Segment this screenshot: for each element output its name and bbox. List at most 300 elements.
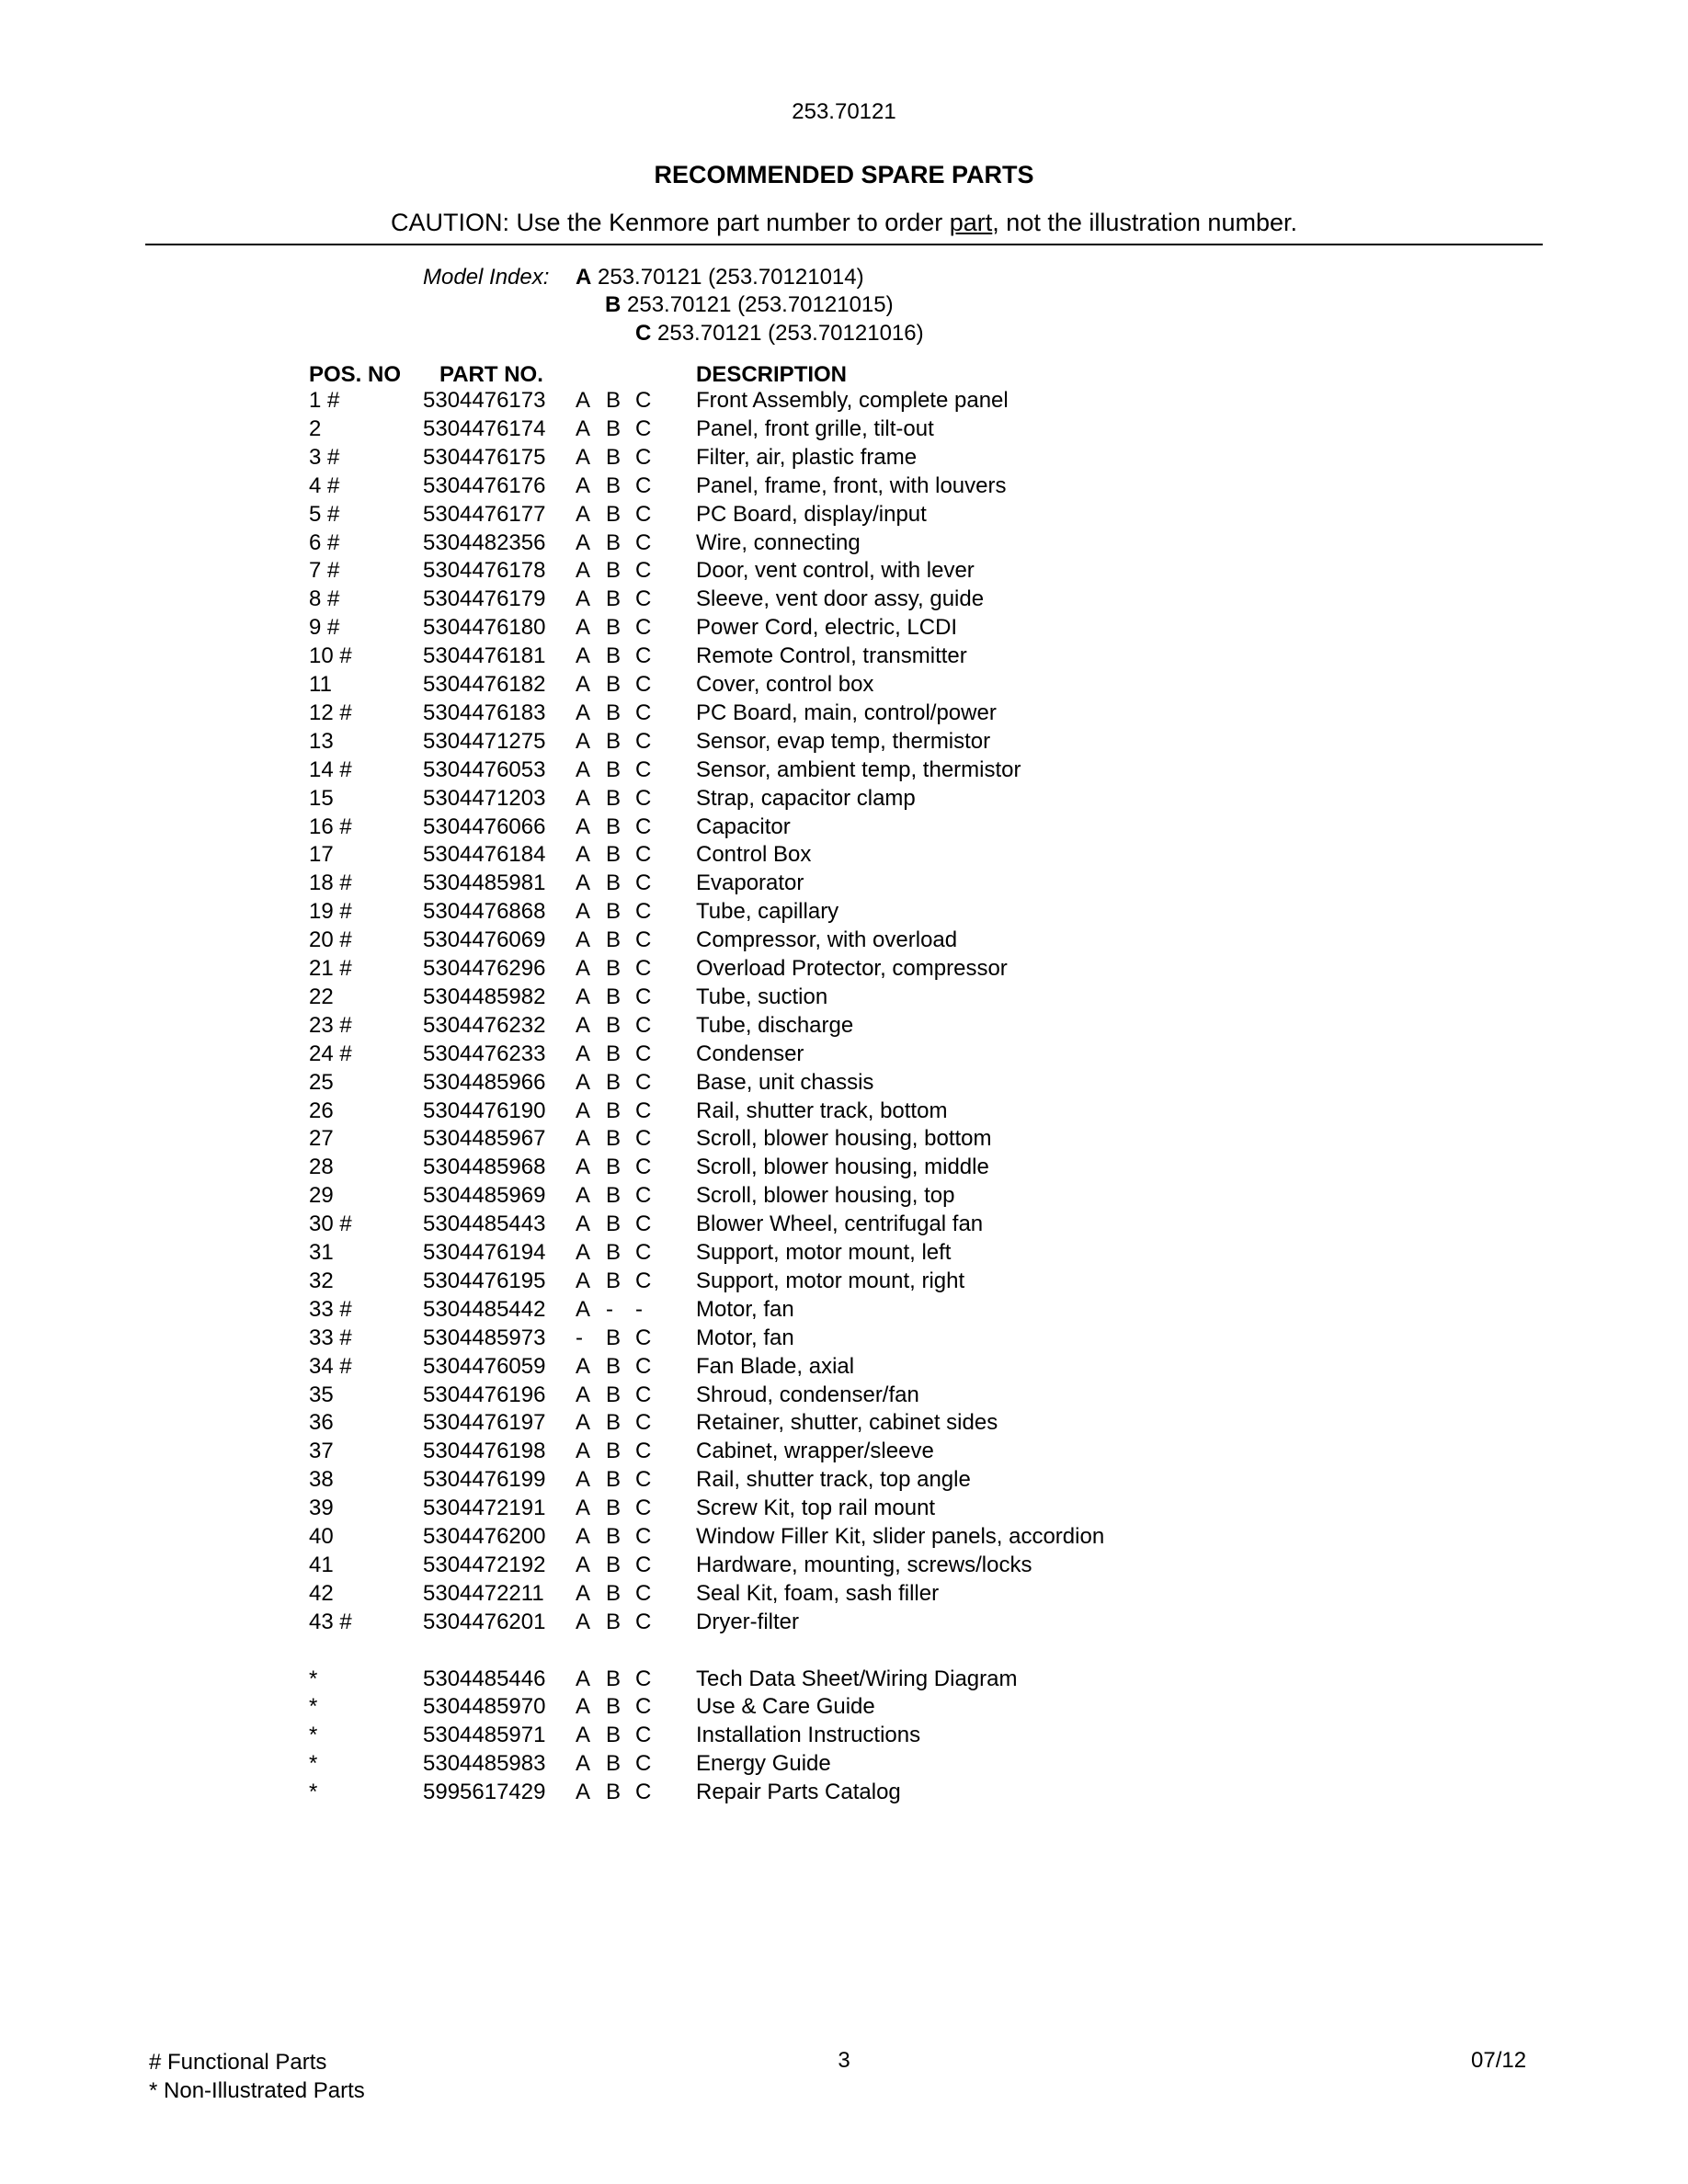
cell-part: 5304485966 xyxy=(423,1069,546,1095)
cell-pos: 39 xyxy=(309,1496,334,1521)
table-row xyxy=(0,1183,1688,1211)
cell-part: 5304476180 xyxy=(423,615,546,641)
cell-part: 5995617429 xyxy=(423,1780,546,1805)
model-index-text: 253.70121 (253.70121015) xyxy=(627,292,894,317)
cell-part: 5304476173 xyxy=(423,388,546,413)
cell-c: C xyxy=(635,1780,652,1805)
table-row xyxy=(0,445,1688,473)
cell-part: 5304476201 xyxy=(423,1609,546,1634)
cell-a: A xyxy=(576,1268,591,1293)
cell-a: A xyxy=(576,1496,591,1521)
table-row xyxy=(0,842,1688,870)
table-row xyxy=(0,1211,1688,1240)
cell-pos: 16 # xyxy=(309,813,352,839)
cell-c: C xyxy=(635,586,652,612)
cell-a: A xyxy=(576,1410,591,1436)
cell-a: A xyxy=(576,1240,591,1265)
cell-pos: 20 # xyxy=(309,927,352,953)
cell-desc: Scroll, blower housing, middle xyxy=(696,1155,989,1180)
cell-part: 5304476197 xyxy=(423,1410,546,1436)
table-row xyxy=(0,643,1688,672)
cell-desc: Evaporator xyxy=(696,870,804,896)
cell-c: C xyxy=(635,1268,652,1293)
cell-part: 5304485982 xyxy=(423,984,546,1009)
cell-b: B xyxy=(606,558,622,584)
cell-a: A xyxy=(576,586,591,612)
model-index-letter: C xyxy=(635,321,652,346)
cell-c: C xyxy=(635,899,652,925)
cell-desc: Tech Data Sheet/Wiring Diagram xyxy=(696,1666,1018,1691)
cell-a: A xyxy=(576,501,591,527)
cell-pos: 43 # xyxy=(309,1609,352,1634)
cell-pos: 42 xyxy=(309,1580,334,1606)
cell-pos: * xyxy=(309,1723,318,1748)
cell-c: C xyxy=(635,785,652,811)
table-row xyxy=(0,1581,1688,1610)
cell-desc: Power Cord, electric, LCDI xyxy=(696,615,958,641)
table-row xyxy=(0,672,1688,700)
cell-b: B xyxy=(606,700,622,725)
cell-a: A xyxy=(576,672,591,697)
cell-c: C xyxy=(635,842,652,868)
cell-part: 5304476184 xyxy=(423,842,546,868)
table-row xyxy=(0,927,1688,956)
cell-pos: 25 xyxy=(309,1069,334,1095)
cell-c: C xyxy=(635,615,652,641)
cell-a: A xyxy=(576,1467,591,1493)
cell-b: B xyxy=(606,1069,622,1095)
cell-desc: Screw Kit, top rail mount xyxy=(696,1496,936,1521)
caution-suffix: , not the illustration number. xyxy=(992,209,1297,236)
table-row xyxy=(0,1098,1688,1127)
cell-c: C xyxy=(635,756,652,782)
cell-desc: Seal Kit, foam, sash filler xyxy=(696,1580,940,1606)
cell-pos: 3 # xyxy=(309,444,340,470)
cell-c: C xyxy=(635,1240,652,1265)
cell-part: 5304476175 xyxy=(423,444,546,470)
cell-b: B xyxy=(606,444,622,470)
table-row xyxy=(0,1354,1688,1382)
cell-a: A xyxy=(576,1780,591,1805)
cell-desc: Rail, shutter track, bottom xyxy=(696,1098,948,1123)
cell-part: 5304476194 xyxy=(423,1240,546,1265)
cell-a: A xyxy=(576,1439,591,1464)
cell-part: 5304476181 xyxy=(423,643,546,669)
cell-desc: Sensor, ambient temp, thermistor xyxy=(696,756,1021,782)
cell-pos: 2 xyxy=(309,415,322,441)
table-row xyxy=(0,1155,1688,1183)
cell-b: B xyxy=(606,1382,622,1407)
cell-pos: 29 xyxy=(309,1183,334,1209)
cell-desc: Panel, front grille, tilt-out xyxy=(696,415,934,441)
cell-c: C xyxy=(635,927,652,953)
cell-b: B xyxy=(606,1609,622,1634)
cell-part: 5304476196 xyxy=(423,1382,546,1407)
cell-pos: 23 # xyxy=(309,1012,352,1038)
cell-a: A xyxy=(576,1069,591,1095)
cell-pos: 18 # xyxy=(309,870,352,896)
table-row xyxy=(0,1553,1688,1581)
cell-a: A xyxy=(576,1012,591,1038)
non-illustrated-row xyxy=(0,1751,1688,1780)
cell-pos: 40 xyxy=(309,1524,334,1549)
cell-a: A xyxy=(576,1098,591,1123)
cell-part: 5304485968 xyxy=(423,1155,546,1180)
cell-desc: Shroud, condenser/fan xyxy=(696,1382,919,1407)
cell-c: C xyxy=(635,672,652,697)
cell-c: C xyxy=(635,1609,652,1634)
cell-a: A xyxy=(576,1126,591,1152)
cell-part: 5304472211 xyxy=(423,1580,544,1606)
cell-b: B xyxy=(606,1240,622,1265)
cell-a: A xyxy=(576,842,591,868)
cell-b: B xyxy=(606,672,622,697)
cell-part: 5304476182 xyxy=(423,672,546,697)
page-title: RECOMMENDED SPARE PARTS xyxy=(654,161,1034,188)
cell-c: C xyxy=(635,472,652,498)
cell-b: B xyxy=(606,1325,622,1350)
table-row xyxy=(0,899,1688,927)
cell-c: C xyxy=(635,1126,652,1152)
cell-desc: Motor, fan xyxy=(696,1296,794,1322)
cell-desc: Tube, suction xyxy=(696,984,828,1009)
table-row xyxy=(0,1382,1688,1411)
cell-part: 5304476199 xyxy=(423,1467,546,1493)
non-illustrated-row xyxy=(0,1723,1688,1751)
cell-desc: Cabinet, wrapper/sleeve xyxy=(696,1439,934,1464)
cell-c: C xyxy=(635,1552,652,1577)
cell-a: A xyxy=(576,1382,591,1407)
cell-b: B xyxy=(606,415,622,441)
cell-b: B xyxy=(606,1155,622,1180)
cell-a: A xyxy=(576,1694,591,1720)
cell-pos: * xyxy=(309,1751,318,1777)
cell-a: A xyxy=(576,529,591,555)
cell-b: B xyxy=(606,1496,622,1521)
table-row xyxy=(0,1268,1688,1297)
cell-desc: Overload Protector, compressor xyxy=(696,956,1008,981)
cell-pos: 14 # xyxy=(309,756,352,782)
model-index-letter: B xyxy=(605,292,622,317)
cell-part: 5304482356 xyxy=(423,529,546,555)
cell-desc: PC Board, main, control/power xyxy=(696,700,997,725)
cell-part: 5304476868 xyxy=(423,899,546,925)
footer-date: 07/12 xyxy=(1471,2048,1527,2073)
cell-a: A xyxy=(576,1580,591,1606)
cell-part: 5304485973 xyxy=(423,1325,546,1350)
cell-pos: 31 xyxy=(309,1240,334,1265)
cell-part: 5304476183 xyxy=(423,700,546,725)
cell-desc: Condenser xyxy=(696,1041,804,1066)
caution-note xyxy=(0,209,1688,237)
cell-desc: Filter, air, plastic frame xyxy=(696,444,918,470)
table-row xyxy=(0,984,1688,1013)
cell-c: C xyxy=(635,529,652,555)
cell-a: A xyxy=(576,1155,591,1180)
cell-pos: 10 # xyxy=(309,643,352,669)
cell-part: 5304476174 xyxy=(423,415,546,441)
cell-desc: Window Filler Kit, slider panels, accordion xyxy=(696,1524,1105,1549)
cell-pos: 7 # xyxy=(309,558,340,584)
cell-c: C xyxy=(635,1041,652,1066)
cell-a: A xyxy=(576,1041,591,1066)
cell-b: B xyxy=(606,1012,622,1038)
cell-desc: Motor, fan xyxy=(696,1325,794,1350)
cell-c: C xyxy=(635,1098,652,1123)
cell-desc: Use & Care Guide xyxy=(696,1694,875,1720)
cell-desc: Hardware, mounting, screws/locks xyxy=(696,1552,1032,1577)
table-row xyxy=(0,1496,1688,1524)
cell-a: A xyxy=(576,1296,591,1322)
cell-b: B xyxy=(606,1098,622,1123)
cell-b: B xyxy=(606,842,622,868)
cell-a: A xyxy=(576,870,591,896)
cell-b: B xyxy=(606,1268,622,1293)
cell-b: B xyxy=(606,1211,622,1237)
cell-desc: Base, unit chassis xyxy=(696,1069,874,1095)
cell-b: B xyxy=(606,1666,622,1691)
column-header-description: DESCRIPTION xyxy=(696,362,848,387)
cell-desc: Fan Blade, axial xyxy=(696,1353,855,1379)
cell-a: A xyxy=(576,927,591,953)
table-row xyxy=(0,1467,1688,1496)
cell-part: 5304472191 xyxy=(423,1496,546,1521)
cell-a: A xyxy=(576,1183,591,1209)
cell-b: B xyxy=(606,728,622,754)
cell-c: C xyxy=(635,1211,652,1237)
cell-desc: Compressor, with overload xyxy=(696,927,958,953)
cell-part: 5304476069 xyxy=(423,927,546,953)
cell-b: B xyxy=(606,1439,622,1464)
cell-a: A xyxy=(576,643,591,669)
cell-c: C xyxy=(635,1410,652,1436)
cell-b: B xyxy=(606,615,622,641)
cell-c: C xyxy=(635,1496,652,1521)
table-row xyxy=(0,586,1688,615)
cell-b: B xyxy=(606,1694,622,1720)
cell-part: 5304472192 xyxy=(423,1552,546,1577)
table-row xyxy=(0,502,1688,530)
cell-pos: 6 # xyxy=(309,529,340,555)
cell-part: 5304485967 xyxy=(423,1126,546,1152)
cell-b: B xyxy=(606,501,622,527)
cell-desc: Retainer, shutter, cabinet sides xyxy=(696,1410,998,1436)
cell-c: C xyxy=(635,1439,652,1464)
cell-b: B xyxy=(606,1580,622,1606)
cell-c: C xyxy=(635,501,652,527)
cell-b: B xyxy=(606,956,622,981)
table-row xyxy=(0,1070,1688,1098)
cell-desc: Control Box xyxy=(696,842,812,868)
cell-c: C xyxy=(635,415,652,441)
legend-non-illustrated: * Non-Illustrated Parts xyxy=(149,2078,365,2103)
table-row xyxy=(0,530,1688,559)
table-row xyxy=(0,473,1688,502)
cell-pos: 37 xyxy=(309,1439,334,1464)
model-index-entry-c xyxy=(635,321,924,347)
cell-desc: Installation Instructions xyxy=(696,1723,921,1748)
cell-part: 5304476232 xyxy=(423,1012,546,1038)
cell-part: 5304485970 xyxy=(423,1694,546,1720)
table-row xyxy=(0,1297,1688,1325)
model-index-letter: A xyxy=(576,265,592,290)
cell-desc: Support, motor mount, right xyxy=(696,1268,965,1293)
cell-pos: * xyxy=(309,1780,318,1805)
cell-b: B xyxy=(606,785,622,811)
non-illustrated-row xyxy=(0,1666,1688,1695)
cell-c: C xyxy=(635,1694,652,1720)
cell-pos: 35 xyxy=(309,1382,334,1407)
cell-b: B xyxy=(606,472,622,498)
cell-desc: Repair Parts Catalog xyxy=(696,1780,901,1805)
cell-b: B xyxy=(606,1723,622,1748)
cell-desc: Door, vent control, with lever xyxy=(696,558,975,584)
cell-part: 5304476195 xyxy=(423,1268,546,1293)
cell-a: A xyxy=(576,1353,591,1379)
cell-c: C xyxy=(635,728,652,754)
cell-pos: 36 xyxy=(309,1410,334,1436)
non-illustrated-row xyxy=(0,1694,1688,1723)
cell-pos: 33 # xyxy=(309,1325,352,1350)
cell-c: C xyxy=(635,700,652,725)
cell-desc: PC Board, display/input xyxy=(696,501,927,527)
cell-pos: 5 # xyxy=(309,501,340,527)
cell-b: B xyxy=(606,927,622,953)
cell-b: B xyxy=(606,586,622,612)
table-row xyxy=(0,615,1688,643)
model-index-entry-a xyxy=(576,265,864,290)
cell-part: 5304476296 xyxy=(423,956,546,981)
cell-b: B xyxy=(606,1353,622,1379)
cell-desc: Sensor, evap temp, thermistor xyxy=(696,728,991,754)
cell-a: A xyxy=(576,1211,591,1237)
table-row xyxy=(0,757,1688,786)
cell-part: 5304476178 xyxy=(423,558,546,584)
cell-desc: Wire, connecting xyxy=(696,529,861,555)
cell-part: 5304476179 xyxy=(423,586,546,612)
cell-pos: 27 xyxy=(309,1126,334,1152)
cell-a: A xyxy=(576,615,591,641)
cell-desc: Panel, frame, front, with louvers xyxy=(696,472,1007,498)
cell-desc: Scroll, blower housing, bottom xyxy=(696,1126,992,1152)
cell-c: C xyxy=(635,1382,652,1407)
cell-c: C xyxy=(635,813,652,839)
cell-b: B xyxy=(606,1751,622,1777)
cell-desc: Support, motor mount, left xyxy=(696,1240,952,1265)
cell-desc: Cover, control box xyxy=(696,672,874,697)
cell-a: A xyxy=(576,899,591,925)
cell-part: 5304485971 xyxy=(423,1723,546,1748)
cell-pos: * xyxy=(309,1666,318,1691)
cell-b: B xyxy=(606,1183,622,1209)
cell-desc: Tube, capillary xyxy=(696,899,839,925)
cell-a: A xyxy=(576,415,591,441)
cell-c: C xyxy=(635,1751,652,1777)
cell-c: C xyxy=(635,984,652,1009)
cell-a: A xyxy=(576,756,591,782)
cell-a: - xyxy=(576,1325,583,1350)
cell-c: C xyxy=(635,388,652,413)
cell-desc: Remote Control, transmitter xyxy=(696,643,967,669)
caution-underlined-word: part xyxy=(949,209,993,236)
cell-pos: 38 xyxy=(309,1467,334,1493)
table-row xyxy=(0,558,1688,586)
cell-b: B xyxy=(606,870,622,896)
cell-desc: Scroll, blower housing, top xyxy=(696,1183,955,1209)
cell-c: C xyxy=(635,558,652,584)
cell-desc: Strap, capacitor clamp xyxy=(696,785,916,811)
table-row xyxy=(0,1041,1688,1070)
cell-pos: 19 # xyxy=(309,899,352,925)
cell-part: 5304485443 xyxy=(423,1211,546,1237)
page-number: 3 xyxy=(838,2048,850,2073)
cell-desc: Sleeve, vent door assy, guide xyxy=(696,586,985,612)
model-index-text: 253.70121 (253.70121014) xyxy=(598,265,864,290)
cell-pos: 32 xyxy=(309,1268,334,1293)
cell-a: A xyxy=(576,984,591,1009)
cell-a: A xyxy=(576,1552,591,1577)
table-row xyxy=(0,729,1688,757)
cell-part: 5304476177 xyxy=(423,501,546,527)
cell-b: B xyxy=(606,643,622,669)
cell-c: C xyxy=(635,1524,652,1549)
cell-desc: Front Assembly, complete panel xyxy=(696,388,1009,413)
cell-b: B xyxy=(606,1780,622,1805)
cell-pos: 8 # xyxy=(309,586,340,612)
cell-a: A xyxy=(576,785,591,811)
cell-desc: Rail, shutter track, top angle xyxy=(696,1467,971,1493)
cell-b: B xyxy=(606,813,622,839)
cell-part: 5304476066 xyxy=(423,813,546,839)
cell-pos: 17 xyxy=(309,842,334,868)
model-index-label: Model Index: xyxy=(423,265,550,290)
legend-functional: # Functional Parts xyxy=(149,2050,327,2075)
cell-a: A xyxy=(576,956,591,981)
cell-desc: Tube, discharge xyxy=(696,1012,854,1038)
cell-b: B xyxy=(606,756,622,782)
cell-part: 5304485983 xyxy=(423,1751,546,1777)
cell-pos: 13 xyxy=(309,728,334,754)
cell-pos: 30 # xyxy=(309,1211,352,1237)
cell-c: C xyxy=(635,643,652,669)
cell-a: A xyxy=(576,1723,591,1748)
cell-desc: Capacitor xyxy=(696,813,791,839)
table-row xyxy=(0,1240,1688,1268)
model-index-entry-b xyxy=(605,292,894,318)
cell-pos: 15 xyxy=(309,785,334,811)
cell-c: C xyxy=(635,1012,652,1038)
table-row xyxy=(0,1013,1688,1041)
cell-c: C xyxy=(635,956,652,981)
cell-c: - xyxy=(635,1296,643,1322)
document-model-number: 253.70121 xyxy=(792,99,896,124)
cell-part: 5304476190 xyxy=(423,1098,546,1123)
cell-pos: 22 xyxy=(309,984,334,1009)
cell-desc: Energy Guide xyxy=(696,1751,831,1777)
cell-part: 5304471203 xyxy=(423,785,546,811)
cell-b: B xyxy=(606,1041,622,1066)
cell-desc: Dryer-filter xyxy=(696,1609,799,1634)
cell-b: B xyxy=(606,1524,622,1549)
cell-pos: 21 # xyxy=(309,956,352,981)
cell-part: 5304476198 xyxy=(423,1439,546,1464)
cell-c: C xyxy=(635,1069,652,1095)
cell-pos: * xyxy=(309,1694,318,1720)
cell-pos: 41 xyxy=(309,1552,334,1577)
table-row xyxy=(0,1524,1688,1553)
table-row xyxy=(0,956,1688,984)
cell-b: B xyxy=(606,1126,622,1152)
